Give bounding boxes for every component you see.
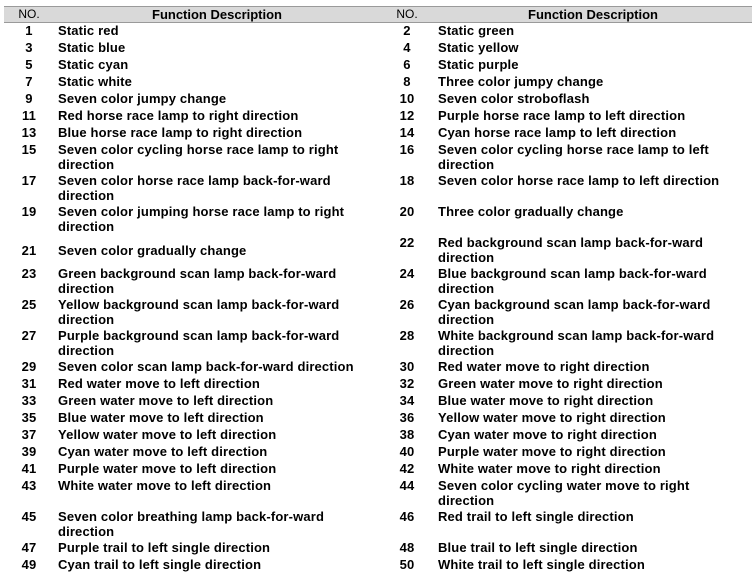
function-number-left: 37: [21, 427, 37, 442]
function-number-left: 27: [21, 328, 37, 343]
function-description-right: Cyan water move to right direction: [438, 427, 657, 442]
function-number-right: 40: [399, 444, 415, 459]
function-number-left: 29: [21, 359, 37, 374]
table-row: [4, 509, 752, 540]
function-number-left: 23: [21, 266, 37, 281]
function-description-right: Cyan background scan lamp back-for-ward direction: [438, 297, 711, 327]
header-description-right: Function Description: [434, 7, 752, 23]
function-number-left: 21: [21, 243, 37, 258]
table-row: [4, 23, 752, 41]
table-row: [4, 410, 752, 427]
function-description-left: Static white: [58, 74, 133, 89]
function-number-right: 46: [399, 509, 415, 524]
function-description-left: Seven color scan lamp back-for-ward direction: [58, 359, 354, 374]
function-number-left: 39: [21, 444, 37, 459]
function-description-right: Blue trail to left single direction: [438, 540, 638, 555]
function-number-right: 4: [403, 40, 411, 55]
function-number-right: 16: [399, 142, 415, 157]
header-no-left: NO.: [4, 7, 54, 23]
function-description-left: Seven color cycling horse race lamp to right direction: [58, 142, 339, 172]
function-description-right: Static yellow: [438, 40, 519, 55]
table-row: [4, 328, 752, 359]
table-row: [4, 91, 752, 108]
function-description-left: Seven color horse race lamp back-for-ward direction: [58, 173, 331, 203]
function-number-left: 13: [21, 125, 37, 140]
function-description-left: Static red: [58, 23, 119, 38]
table-row: [4, 444, 752, 461]
function-number-right: 20: [399, 204, 415, 219]
function-description-right: Seven color cycling horse race lamp to left direction: [438, 142, 709, 172]
function-number-left: 49: [21, 557, 37, 572]
function-description-right: Seven color stroboflash: [438, 91, 590, 106]
function-number-right: 18: [399, 173, 415, 188]
function-description-right: Yellow water move to right direction: [438, 410, 666, 425]
table-row: [4, 108, 752, 125]
function-number-left: 47: [21, 540, 37, 555]
header-no-right: NO.: [380, 7, 434, 23]
function-description-right: White background scan lamp back-for-ward direction: [438, 328, 715, 358]
function-description-right: White trail to left single direction: [438, 557, 645, 572]
table-row: [4, 478, 752, 509]
function-number-left: 15: [21, 142, 37, 157]
table-body: [4, 23, 752, 575]
function-description-left: White water move to left direction: [58, 478, 272, 493]
table-row: [4, 74, 752, 91]
function-description-left: Red horse race lamp to right direction: [58, 108, 299, 123]
function-description-right: Red background scan lamp back-for-ward direction: [438, 235, 704, 265]
function-description-right: Red water move to right direction: [438, 359, 650, 374]
function-number-left: 41: [21, 461, 37, 476]
function-description-left: Yellow water move to left direction: [58, 427, 277, 442]
function-description-right: Blue water move to right direction: [438, 393, 654, 408]
function-description-left: Yellow background scan lamp back-for-ward direction: [58, 297, 340, 327]
table-row: [4, 125, 752, 142]
table-row: [4, 235, 752, 266]
function-description-left: Purple water move to left direction: [58, 461, 277, 476]
function-number-left: 45: [21, 509, 37, 524]
function-description-left: Static blue: [58, 40, 126, 55]
function-number-right: 28: [399, 328, 415, 343]
table-row: [4, 57, 752, 74]
table-row: [4, 142, 752, 173]
function-description-left: Cyan trail to left single direction: [58, 557, 262, 572]
table-header: [4, 7, 752, 23]
table-row: [4, 297, 752, 328]
function-table-sheet: [4, 6, 756, 574]
header-description-left: Function Description: [54, 7, 380, 23]
function-description-left: Green water move to left direction: [58, 393, 274, 408]
function-number-right: 48: [399, 540, 415, 555]
function-number-left: 1: [25, 23, 33, 38]
function-number-right: 8: [403, 74, 411, 89]
function-description-left: Seven color breathing lamp back-for-ward direction: [58, 509, 325, 539]
function-number-right: 34: [399, 393, 415, 408]
function-description-left: Static cyan: [58, 57, 129, 72]
function-number-left: 19: [21, 204, 37, 219]
function-number-right: 38: [399, 427, 415, 442]
function-description-right: Green water move to right direction: [438, 376, 663, 391]
function-description-right: Seven color horse race lamp to left direction: [438, 173, 720, 188]
function-description-left: Seven color jumping horse race lamp to right direction: [58, 204, 345, 234]
function-number-right: 50: [399, 557, 415, 572]
function-table: [4, 6, 752, 574]
function-number-right: 44: [399, 478, 415, 493]
function-number-right: 30: [399, 359, 415, 374]
function-description-right: Cyan horse race lamp to left direction: [438, 125, 677, 140]
function-description-right: Three color gradually change: [438, 204, 624, 219]
function-number-right: 42: [399, 461, 415, 476]
function-description-left: Cyan water move to left direction: [58, 444, 268, 459]
function-number-left: 9: [25, 91, 33, 106]
table-row: [4, 376, 752, 393]
function-description-left: Green background scan lamp back-for-ward direction: [58, 266, 337, 296]
function-number-left: 31: [21, 376, 37, 391]
function-number-right: 36: [399, 410, 415, 425]
table-row: [4, 204, 752, 235]
function-description-right: Purple water move to right direction: [438, 444, 666, 459]
function-description-left: Blue horse race lamp to right direction: [58, 125, 303, 140]
function-number-left: 33: [21, 393, 37, 408]
function-description-right: Blue background scan lamp back-for-ward direction: [438, 266, 707, 296]
function-number-right: 10: [399, 91, 415, 106]
function-description-right: Static green: [438, 23, 515, 38]
function-description-left: Purple trail to left single direction: [58, 540, 271, 555]
function-number-right: 2: [403, 23, 411, 38]
table-row: [4, 557, 752, 574]
function-number-right: 24: [399, 266, 415, 281]
function-number-right: 26: [399, 297, 415, 312]
function-description-left: Seven color jumpy change: [58, 91, 227, 106]
table-row: [4, 266, 752, 297]
table-row: [4, 393, 752, 410]
table-row: [4, 540, 752, 557]
function-description-left: Seven color gradually change: [58, 243, 247, 258]
table-row: [4, 359, 752, 376]
function-number-left: 11: [21, 108, 37, 123]
function-number-left: 5: [25, 57, 33, 72]
table-row: [4, 427, 752, 444]
function-number-right: 14: [399, 125, 415, 140]
function-number-left: 25: [21, 297, 37, 312]
function-description-right: Red trail to left single direction: [438, 509, 634, 524]
function-number-left: 3: [25, 40, 33, 55]
function-number-left: 35: [21, 410, 37, 425]
table-row: [4, 173, 752, 204]
function-number-right: 22: [399, 235, 415, 250]
function-description-right: Purple horse race lamp to left direction: [438, 108, 686, 123]
function-number-right: 6: [403, 57, 411, 72]
function-number-right: 32: [399, 376, 415, 391]
function-description-left: Blue water move to left direction: [58, 410, 264, 425]
function-description-right: White water move to right direction: [438, 461, 661, 476]
function-description-right: Seven color cycling water move to right direction: [438, 478, 690, 508]
function-description-left: Red water move to left direction: [58, 376, 261, 391]
function-number-left: 7: [25, 74, 33, 89]
table-row: [4, 461, 752, 478]
function-description-right: Static purple: [438, 57, 519, 72]
function-number-left: 17: [21, 173, 37, 188]
function-number-right: 12: [399, 108, 415, 123]
table-row: [4, 40, 752, 57]
function-number-left: 43: [21, 478, 37, 493]
function-description-left: Purple background scan lamp back-for-ward direction: [58, 328, 340, 358]
function-description-right: Three color jumpy change: [438, 74, 604, 89]
